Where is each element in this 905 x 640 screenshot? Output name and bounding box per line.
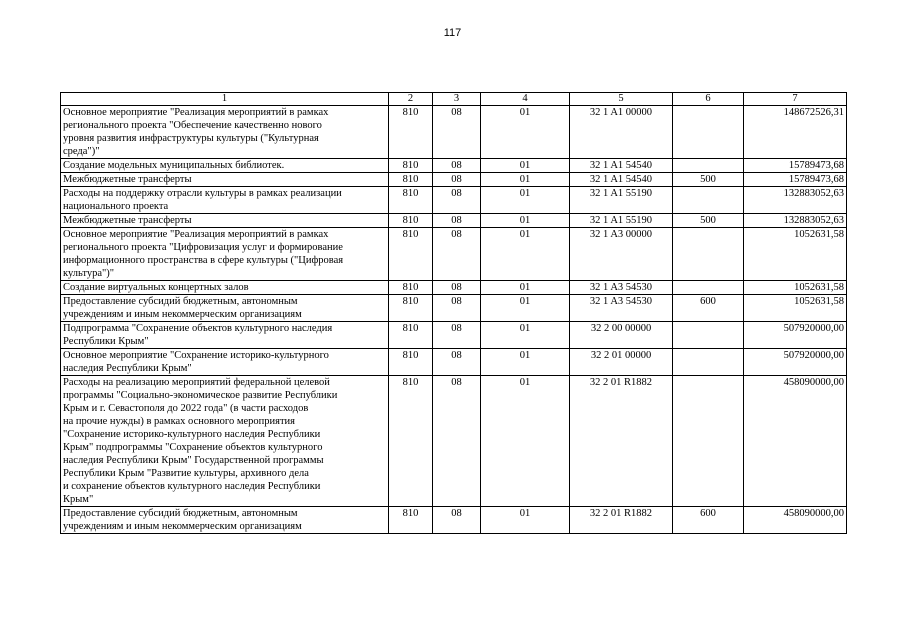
table-row: [61, 173, 847, 187]
subsection-code-cell: 01: [481, 173, 570, 187]
expense-type-cell: [673, 159, 744, 173]
table-row: [61, 228, 847, 281]
expense-name-cell: Предоставление субсидий бюджетным, автономным учреждениям и иным некоммерческим организациям: [61, 507, 389, 534]
section-code-cell: 08: [433, 507, 481, 534]
section-code-cell: 08: [433, 349, 481, 376]
table-row: [61, 507, 847, 534]
subsection-code-cell: 01: [481, 349, 570, 376]
expense-type-cell: [673, 322, 744, 349]
ministry-code-cell: 810: [389, 281, 433, 295]
ministry-code-cell: 810: [389, 214, 433, 228]
header-cell: 7: [744, 93, 847, 106]
expense-type-cell: 500: [673, 173, 744, 187]
section-code-cell: 08: [433, 173, 481, 187]
ministry-code-cell: 810: [389, 322, 433, 349]
target-article-cell: 32 2 00 00000: [570, 322, 673, 349]
subsection-code-cell: 01: [481, 322, 570, 349]
section-code-cell: 08: [433, 281, 481, 295]
expense-name-cell: Основное мероприятие "Реализация мероприятий в рамках регионального проекта "Обеспечение качественно нового уровня развития инфраструктуры культуры ("Культурная среда")": [61, 106, 389, 159]
table-row: [61, 281, 847, 295]
ministry-code-cell: 810: [389, 159, 433, 173]
table-row: [61, 159, 847, 173]
subsection-code-cell: 01: [481, 187, 570, 214]
ministry-code-cell: 810: [389, 187, 433, 214]
table-row: [61, 376, 847, 507]
target-article-cell: 32 1 A1 54540: [570, 159, 673, 173]
subsection-code-cell: 01: [481, 106, 570, 159]
header-row: [61, 93, 847, 106]
subsection-code-cell: 01: [481, 507, 570, 534]
section-code-cell: 08: [433, 295, 481, 322]
table-row: [61, 214, 847, 228]
header-cell: 2: [389, 93, 433, 106]
target-article-cell: 32 1 A1 00000: [570, 106, 673, 159]
expense-name-cell: Основное мероприятие "Реализация мероприятий в рамках регионального проекта "Цифровизация услуг и формирование информационного пространства в сфере культуры ("Цифровая культура")": [61, 228, 389, 281]
ministry-code-cell: 810: [389, 295, 433, 322]
expense-type-cell: [673, 349, 744, 376]
subsection-code-cell: 01: [481, 281, 570, 295]
expense-name-cell: Создание виртуальных концертных залов: [61, 281, 389, 295]
target-article-cell: 32 2 01 R1882: [570, 507, 673, 534]
section-code-cell: 08: [433, 376, 481, 507]
amount-cell: 507920000,00: [744, 322, 847, 349]
expense-type-cell: 500: [673, 214, 744, 228]
section-code-cell: 08: [433, 159, 481, 173]
table-row: [61, 295, 847, 322]
expense-type-cell: [673, 106, 744, 159]
subsection-code-cell: 01: [481, 228, 570, 281]
target-article-cell: 32 1 A3 54530: [570, 281, 673, 295]
section-code-cell: 08: [433, 228, 481, 281]
section-code-cell: 08: [433, 106, 481, 159]
amount-cell: 132883052,63: [744, 214, 847, 228]
section-code-cell: 08: [433, 322, 481, 349]
subsection-code-cell: 01: [481, 214, 570, 228]
ministry-code-cell: 810: [389, 228, 433, 281]
amount-cell: 1052631,58: [744, 295, 847, 322]
expense-type-cell: [673, 281, 744, 295]
expense-name-cell: Основное мероприятие "Сохранение историко-культурного наследия Республики Крым": [61, 349, 389, 376]
target-article-cell: 32 1 A3 54530: [570, 295, 673, 322]
amount-cell: 15789473,68: [744, 173, 847, 187]
ministry-code-cell: 810: [389, 349, 433, 376]
expense-name-cell: Подпрограмма "Сохранение объектов культурного наследия Республики Крым": [61, 322, 389, 349]
budget-table: [60, 92, 847, 534]
header-cell: 6: [673, 93, 744, 106]
expense-type-cell: [673, 228, 744, 281]
expense-name-cell: Расходы на реализацию мероприятий федеральной целевой программы "Социально-экономическое развитие Республики Крым и г. Севастополя до 2022 года" (в части расходов на прочие нужды) в рамках основного мероприятия "Сохранение историко-культурного наследия Республики Крым" подпрограммы "Сохранение объектов культурного наследия Республики Крым" Государственной программы Республики Крым "Развитие культуры, архивного дела и сохранение объектов культурного наследия Республики Крым": [61, 376, 389, 507]
amount-cell: 458090000,00: [744, 376, 847, 507]
page-number: 117: [443, 27, 462, 39]
subsection-code-cell: 01: [481, 295, 570, 322]
header-cell: 4: [481, 93, 570, 106]
amount-cell: 507920000,00: [744, 349, 847, 376]
ministry-code-cell: 810: [389, 173, 433, 187]
expense-name-cell: Расходы на поддержку отрасли культуры в рамках реализации национального проекта: [61, 187, 389, 214]
header-cell: 3: [433, 93, 481, 106]
target-article-cell: 32 2 01 00000: [570, 349, 673, 376]
subsection-code-cell: 01: [481, 376, 570, 507]
ministry-code-cell: 810: [389, 507, 433, 534]
amount-cell: 15789473,68: [744, 159, 847, 173]
table-row: [61, 349, 847, 376]
expense-name-cell: Создание модельных муниципальных библиотек.: [61, 159, 389, 173]
amount-cell: 1052631,58: [744, 228, 847, 281]
ministry-code-cell: 810: [389, 106, 433, 159]
target-article-cell: 32 1 A1 54540: [570, 173, 673, 187]
expense-name-cell: Межбюджетные трансферты: [61, 214, 389, 228]
expense-name-cell: Межбюджетные трансферты: [61, 173, 389, 187]
amount-cell: 1052631,58: [744, 281, 847, 295]
section-code-cell: 08: [433, 214, 481, 228]
table-row: [61, 322, 847, 349]
target-article-cell: 32 1 A1 55190: [570, 187, 673, 214]
expense-type-cell: [673, 376, 744, 507]
table-row: [61, 106, 847, 159]
table-row: [61, 187, 847, 214]
header-cell: 5: [570, 93, 673, 106]
header-cell: 1: [61, 93, 389, 106]
target-article-cell: 32 2 01 R1882: [570, 376, 673, 507]
section-code-cell: 08: [433, 187, 481, 214]
expense-type-cell: [673, 187, 744, 214]
target-article-cell: 32 1 A1 55190: [570, 214, 673, 228]
target-article-cell: 32 1 A3 00000: [570, 228, 673, 281]
subsection-code-cell: 01: [481, 159, 570, 173]
amount-cell: 458090000,00: [744, 507, 847, 534]
expense-type-cell: 600: [673, 507, 744, 534]
amount-cell: 148672526,31: [744, 106, 847, 159]
expense-type-cell: 600: [673, 295, 744, 322]
amount-cell: 132883052,63: [744, 187, 847, 214]
expense-name-cell: Предоставление субсидий бюджетным, автономным учреждениям и иным некоммерческим организациям: [61, 295, 389, 322]
ministry-code-cell: 810: [389, 376, 433, 507]
